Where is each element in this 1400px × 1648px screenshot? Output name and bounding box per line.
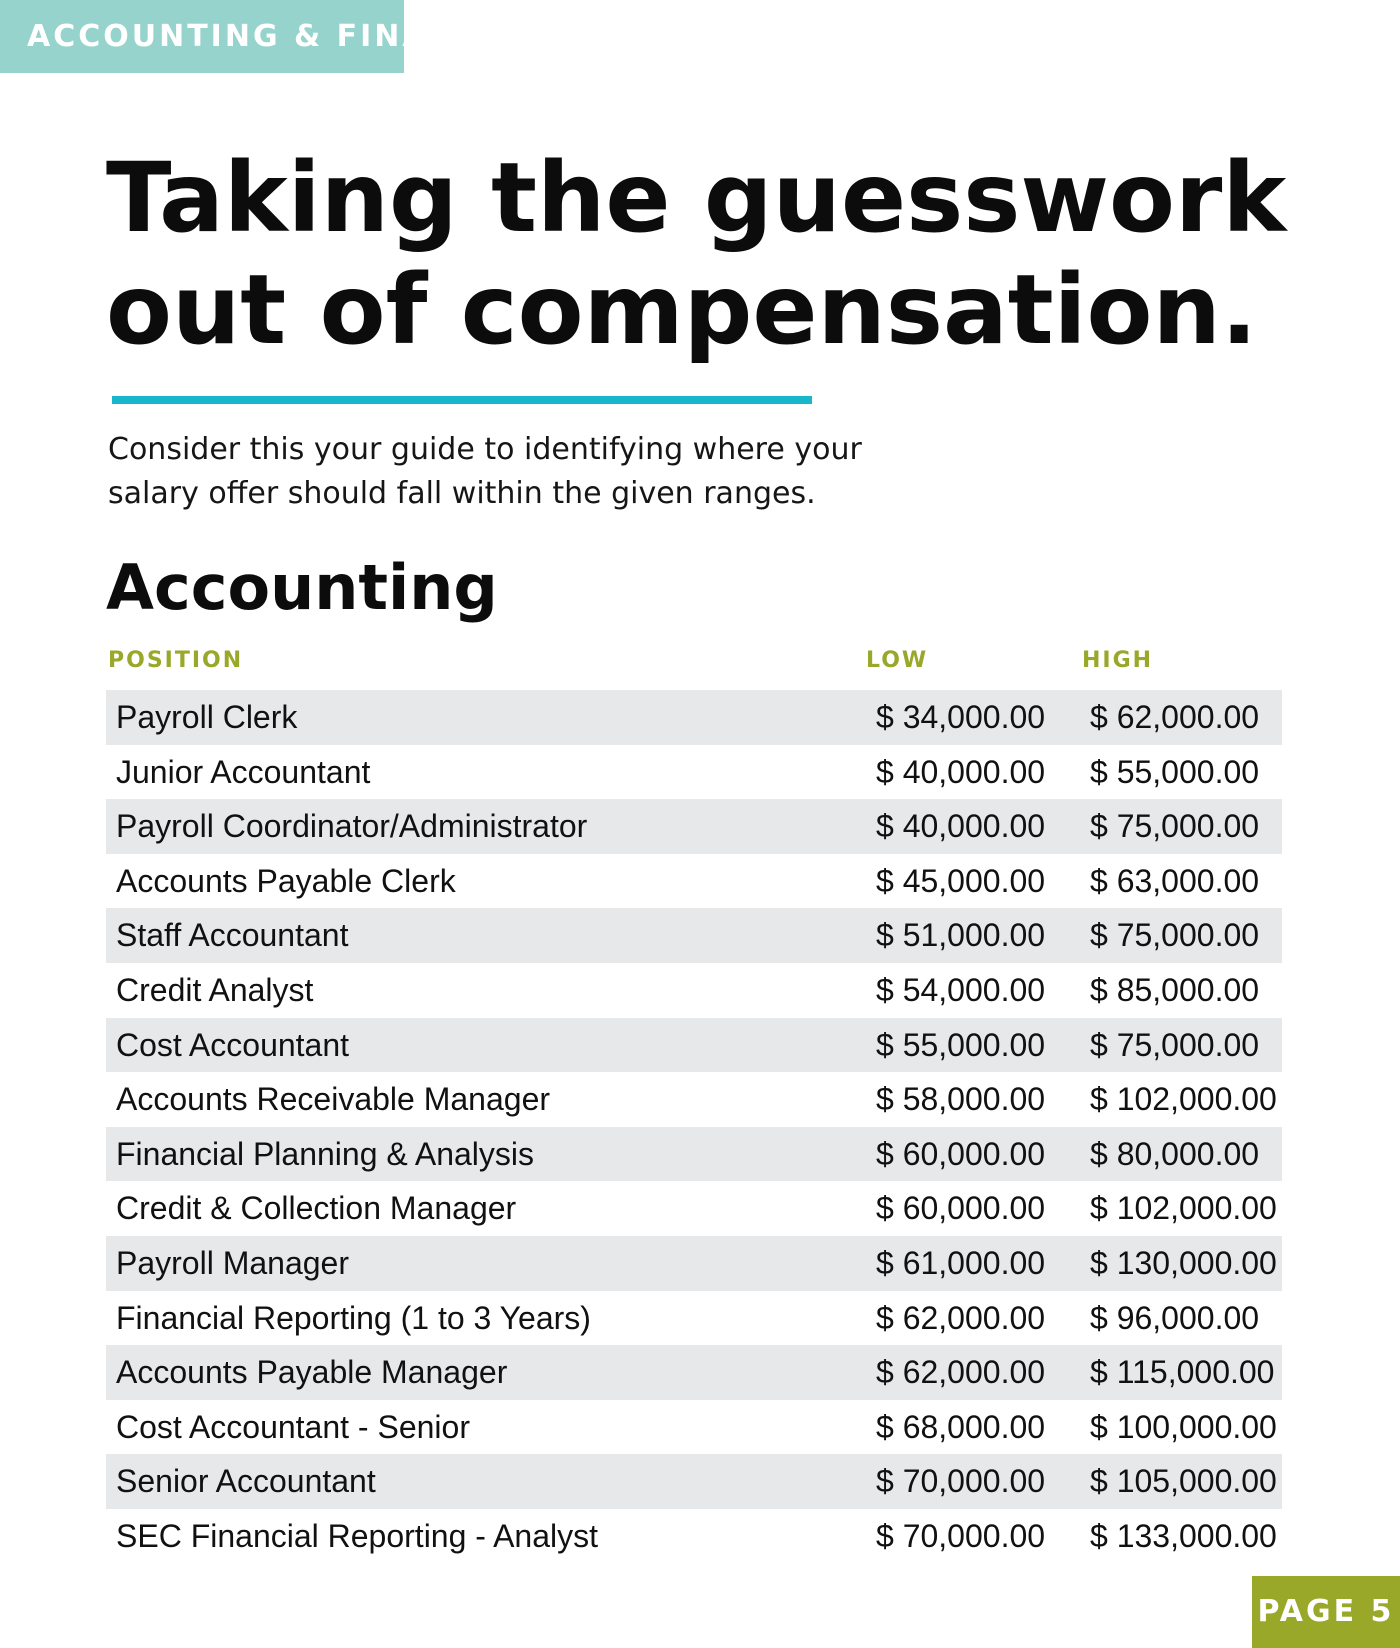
low-salary-cell: $ 70,000.00: [876, 1463, 1046, 1500]
low-salary-cell: $ 55,000.00: [876, 1026, 1046, 1063]
table-row: [106, 908, 1282, 963]
table-row: [106, 1127, 1282, 1182]
table-row: [106, 1236, 1282, 1291]
low-salary-cell: $ 62,000.00: [876, 1354, 1046, 1391]
table-row: [106, 1345, 1282, 1400]
table-row: [106, 1018, 1282, 1073]
low-salary-cell: $ 40,000.00: [876, 808, 1046, 845]
table-row: [106, 1509, 1282, 1564]
high-salary-cell: $ 75,000.00: [1090, 917, 1260, 954]
position-cell: Payroll Clerk: [116, 699, 298, 735]
column-header-position: POSITION: [108, 648, 244, 673]
table-row: [106, 1291, 1282, 1346]
high-salary-cell: $ 100,000.00: [1090, 1408, 1277, 1445]
page-title-line-2: out of compensation.: [106, 254, 1258, 366]
table-row: [106, 1181, 1282, 1236]
high-salary-cell: $ 55,000.00: [1090, 753, 1260, 790]
high-salary-cell: $ 102,000.00: [1090, 1190, 1277, 1227]
position-cell: Payroll Manager: [116, 1244, 349, 1281]
page-title: [106, 142, 1286, 366]
table-row: [106, 1072, 1282, 1127]
position-cell: Financial Planning & Analysis: [116, 1135, 535, 1172]
low-salary-cell: $ 34,000.00: [876, 699, 1046, 735]
table-row: [106, 1400, 1282, 1455]
position-cell: Cost Accountant - Senior: [116, 1408, 470, 1445]
column-header-high: HIGH: [1082, 648, 1154, 673]
high-salary-cell: $ 75,000.00: [1090, 1026, 1260, 1063]
low-salary-cell: $ 61,000.00: [876, 1244, 1046, 1281]
high-salary-cell: $ 105,000.00: [1090, 1463, 1277, 1500]
low-salary-cell: $ 62,000.00: [876, 1299, 1046, 1336]
table-row: [106, 1454, 1282, 1509]
position-cell: Payroll Coordinator/Administrator: [116, 808, 588, 845]
table-row: [106, 745, 1282, 800]
salary-table: [106, 690, 1282, 1564]
position-cell: Accounts Payable Manager: [116, 1354, 508, 1391]
position-cell: Accounts Receivable Manager: [116, 1081, 551, 1118]
high-salary-cell: $ 96,000.00: [1090, 1299, 1260, 1336]
position-cell: SEC Financial Reporting - Analyst: [116, 1517, 598, 1554]
table-row: [106, 690, 1282, 745]
high-salary-cell: $ 115,000.00: [1090, 1354, 1275, 1391]
position-cell: Credit & Collection Manager: [116, 1190, 517, 1227]
section-tag: ACCOUNTING & FINANCE: [0, 0, 404, 73]
table-row: [106, 854, 1282, 909]
position-cell: Accounts Payable Clerk: [116, 862, 456, 899]
intro-text: Consider this your guide to identifying where your salary offer should fall within the given ranges.: [108, 432, 862, 511]
position-cell: Credit Analyst: [116, 971, 314, 1008]
low-salary-cell: $ 70,000.00: [876, 1517, 1046, 1554]
low-salary-cell: $ 51,000.00: [876, 917, 1046, 954]
page-title-line-1: Taking the guesswork: [106, 142, 1287, 254]
table-row: [106, 963, 1282, 1018]
page-number-badge: PAGE 5: [1252, 1576, 1400, 1648]
high-salary-cell: $ 102,000.00: [1090, 1081, 1277, 1118]
position-cell: Financial Reporting (1 to 3 Years): [116, 1299, 591, 1336]
position-cell: Junior Accountant: [116, 753, 371, 790]
high-salary-cell: $ 133,000.00: [1090, 1517, 1277, 1554]
high-salary-cell: $ 75,000.00: [1090, 808, 1260, 845]
low-salary-cell: $ 45,000.00: [876, 862, 1046, 899]
position-cell: Senior Accountant: [116, 1463, 376, 1500]
column-header-low: LOW: [866, 648, 929, 673]
section-title: Accounting: [106, 551, 498, 624]
high-salary-cell: $ 63,000.00: [1090, 862, 1260, 899]
title-divider: [112, 396, 812, 404]
low-salary-cell: $ 60,000.00: [876, 1190, 1046, 1227]
low-salary-cell: $ 40,000.00: [876, 753, 1046, 790]
low-salary-cell: $ 68,000.00: [876, 1408, 1046, 1445]
high-salary-cell: $ 85,000.00: [1090, 971, 1260, 1008]
position-cell: Staff Accountant: [116, 917, 349, 954]
low-salary-cell: $ 60,000.00: [876, 1135, 1046, 1172]
high-salary-cell: $ 80,000.00: [1090, 1135, 1260, 1172]
low-salary-cell: $ 58,000.00: [876, 1081, 1046, 1118]
low-salary-cell: $ 54,000.00: [876, 971, 1046, 1008]
position-cell: Cost Accountant: [116, 1026, 350, 1063]
high-salary-cell: $ 62,000.00: [1090, 699, 1260, 735]
table-row: [106, 799, 1282, 854]
high-salary-cell: $ 130,000.00: [1090, 1244, 1277, 1281]
